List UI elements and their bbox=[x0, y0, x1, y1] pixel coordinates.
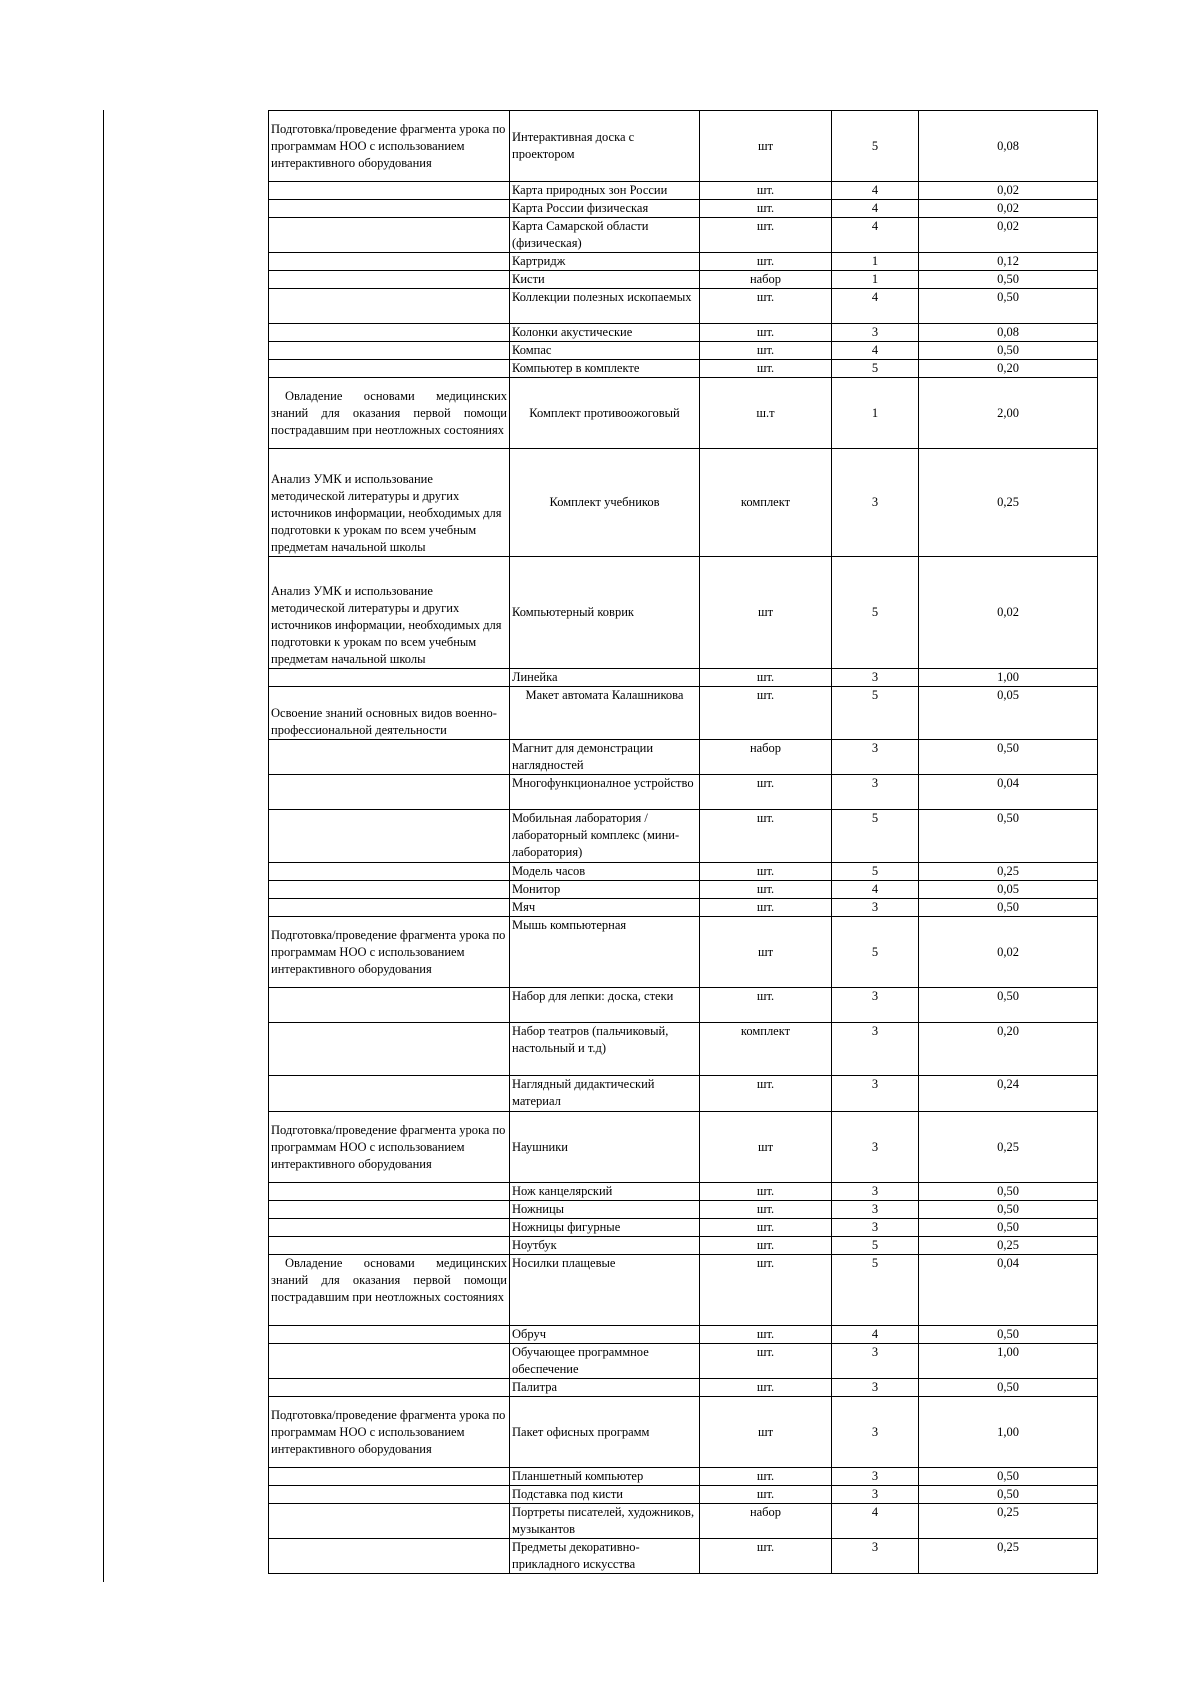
item-cell: Магнит для демонстрации наглядностей bbox=[510, 740, 700, 775]
table-row bbox=[269, 1076, 1098, 1112]
table-row bbox=[269, 863, 1098, 881]
table-row bbox=[269, 740, 1098, 775]
unit-cell: шт. bbox=[700, 289, 832, 324]
unit-cell: шт. bbox=[700, 1219, 832, 1237]
table-row bbox=[269, 899, 1098, 917]
item-cell: Предметы декоративно-прикладного искусства bbox=[510, 1539, 700, 1574]
item-cell: Комплект противоожоговый bbox=[510, 378, 700, 449]
norm-cell: 0,05 bbox=[919, 881, 1098, 899]
norm-cell: 0,50 bbox=[919, 271, 1098, 289]
quantity-cell: 5 bbox=[832, 1237, 919, 1255]
unit-cell: шт. bbox=[700, 200, 832, 218]
quantity-cell: 5 bbox=[832, 917, 919, 988]
purpose-cell: Анализ УМК и использование методической литературы и других источников информации, необходимых для подготовки к урокам по всем учебным предметам начальной школы bbox=[269, 449, 510, 557]
purpose-cell bbox=[269, 988, 510, 1023]
norm-cell: 1,00 bbox=[919, 669, 1098, 687]
unit-cell: шт. bbox=[700, 899, 832, 917]
unit-cell: шт. bbox=[700, 775, 832, 810]
norm-cell: 0,02 bbox=[919, 557, 1098, 669]
quantity-cell: 3 bbox=[832, 740, 919, 775]
unit-cell: шт. bbox=[700, 1255, 832, 1326]
item-cell: Макет автомата Калашникова bbox=[510, 687, 700, 740]
purpose-cell bbox=[269, 740, 510, 775]
item-cell: Кисти bbox=[510, 271, 700, 289]
quantity-cell: 3 bbox=[832, 988, 919, 1023]
item-cell: Наушники bbox=[510, 1112, 700, 1183]
table-row bbox=[269, 1183, 1098, 1201]
purpose-cell bbox=[269, 360, 510, 378]
quantity-cell: 4 bbox=[832, 289, 919, 324]
quantity-cell: 3 bbox=[832, 1344, 919, 1379]
purpose-cell bbox=[269, 669, 510, 687]
purpose-cell: Подготовка/проведение фрагмента урока по программам НОО с использованием интерактивного оборудования bbox=[269, 1112, 510, 1183]
purpose-cell bbox=[269, 1468, 510, 1486]
table-row bbox=[269, 687, 1098, 740]
unit-cell: шт. bbox=[700, 988, 832, 1023]
norm-cell: 0,08 bbox=[919, 324, 1098, 342]
purpose-cell bbox=[269, 1504, 510, 1539]
unit-cell: шт. bbox=[700, 1237, 832, 1255]
table-row bbox=[269, 449, 1098, 557]
purpose-cell bbox=[269, 1344, 510, 1379]
table-row bbox=[269, 360, 1098, 378]
unit-cell: шт bbox=[700, 1112, 832, 1183]
table-row bbox=[269, 1539, 1098, 1574]
purpose-cell bbox=[269, 1486, 510, 1504]
norm-cell: 0,25 bbox=[919, 1539, 1098, 1574]
item-cell: Набор для лепки: доска, стеки bbox=[510, 988, 700, 1023]
item-cell: Карта Самарской области (физическая) bbox=[510, 218, 700, 253]
item-cell: Подставка под кисти bbox=[510, 1486, 700, 1504]
norm-cell: 0,50 bbox=[919, 289, 1098, 324]
item-cell: Ножницы фигурные bbox=[510, 1219, 700, 1237]
quantity-cell: 3 bbox=[832, 669, 919, 687]
norm-cell: 0,20 bbox=[919, 360, 1098, 378]
quantity-cell: 5 bbox=[832, 1255, 919, 1326]
norm-cell: 0,12 bbox=[919, 253, 1098, 271]
item-cell: Палитра bbox=[510, 1379, 700, 1397]
unit-cell: набор bbox=[700, 271, 832, 289]
quantity-cell: 3 bbox=[832, 1183, 919, 1201]
norm-cell: 0,50 bbox=[919, 1201, 1098, 1219]
unit-cell: шт. bbox=[700, 1326, 832, 1344]
purpose-cell: Освоение знаний основных видов военно-профессиональной деятельности bbox=[269, 687, 510, 740]
item-cell: Компьютер в комплекте bbox=[510, 360, 700, 378]
unit-cell: шт. bbox=[700, 218, 832, 253]
norm-cell: 0,25 bbox=[919, 1112, 1098, 1183]
purpose-cell: Подготовка/проведение фрагмента урока по программам НОО с использованием интерактивного оборудования bbox=[269, 1397, 510, 1468]
purpose-cell bbox=[269, 218, 510, 253]
table-row bbox=[269, 324, 1098, 342]
table-row bbox=[269, 182, 1098, 200]
item-cell: Носилки плащевые bbox=[510, 1255, 700, 1326]
item-cell: Линейка bbox=[510, 669, 700, 687]
quantity-cell: 3 bbox=[832, 1539, 919, 1574]
left-margin-rule bbox=[103, 110, 104, 1582]
norm-cell: 0,04 bbox=[919, 775, 1098, 810]
purpose-cell: Овладение основами медицинских знаний для оказания первой помощи пострадавшим при неотложных состояниях bbox=[269, 378, 510, 449]
norm-cell: 0,50 bbox=[919, 810, 1098, 863]
equipment-table-body bbox=[269, 111, 1098, 1574]
table-row bbox=[269, 378, 1098, 449]
table-row bbox=[269, 557, 1098, 669]
item-cell: Нож канцелярский bbox=[510, 1183, 700, 1201]
quantity-cell: 3 bbox=[832, 1486, 919, 1504]
norm-cell: 0,25 bbox=[919, 863, 1098, 881]
quantity-cell: 5 bbox=[832, 557, 919, 669]
norm-cell: 0,02 bbox=[919, 917, 1098, 988]
unit-cell: шт. bbox=[700, 1539, 832, 1574]
quantity-cell: 5 bbox=[832, 360, 919, 378]
quantity-cell: 4 bbox=[832, 881, 919, 899]
item-cell: Мобильная лаборатория / лабораторный комплекс (мини-лаборатория) bbox=[510, 810, 700, 863]
unit-cell: шт. bbox=[700, 810, 832, 863]
norm-cell: 0,50 bbox=[919, 1219, 1098, 1237]
purpose-cell bbox=[269, 1201, 510, 1219]
unit-cell: набор bbox=[700, 1504, 832, 1539]
unit-cell: ш.т bbox=[700, 378, 832, 449]
quantity-cell: 3 bbox=[832, 1023, 919, 1076]
norm-cell: 0,25 bbox=[919, 1504, 1098, 1539]
purpose-cell bbox=[269, 1183, 510, 1201]
norm-cell: 0,02 bbox=[919, 218, 1098, 253]
norm-cell: 2,00 bbox=[919, 378, 1098, 449]
purpose-cell bbox=[269, 342, 510, 360]
purpose-cell bbox=[269, 200, 510, 218]
purpose-cell bbox=[269, 1219, 510, 1237]
table-row bbox=[269, 289, 1098, 324]
purpose-cell: Подготовка/проведение фрагмента урока по программам НОО с использованием интерактивного оборудования bbox=[269, 917, 510, 988]
purpose-cell bbox=[269, 899, 510, 917]
table-row bbox=[269, 253, 1098, 271]
norm-cell: 0,20 bbox=[919, 1023, 1098, 1076]
norm-cell: 0,50 bbox=[919, 988, 1098, 1023]
quantity-cell: 3 bbox=[832, 1379, 919, 1397]
purpose-cell bbox=[269, 271, 510, 289]
quantity-cell: 4 bbox=[832, 200, 919, 218]
unit-cell: шт. bbox=[700, 881, 832, 899]
purpose-cell bbox=[269, 1237, 510, 1255]
unit-cell: шт. bbox=[700, 182, 832, 200]
unit-cell: шт. bbox=[700, 687, 832, 740]
item-cell: Наглядный дидактический материал bbox=[510, 1076, 700, 1112]
table-row bbox=[269, 1486, 1098, 1504]
table-row bbox=[269, 881, 1098, 899]
quantity-cell: 3 bbox=[832, 1112, 919, 1183]
norm-cell: 0,25 bbox=[919, 449, 1098, 557]
quantity-cell: 1 bbox=[832, 271, 919, 289]
unit-cell: шт. bbox=[700, 1379, 832, 1397]
norm-cell: 0,50 bbox=[919, 1379, 1098, 1397]
norm-cell: 0,25 bbox=[919, 1237, 1098, 1255]
table-row bbox=[269, 218, 1098, 253]
table-row bbox=[269, 1255, 1098, 1326]
equipment-table bbox=[268, 110, 1098, 1574]
purpose-cell bbox=[269, 1379, 510, 1397]
unit-cell: набор bbox=[700, 740, 832, 775]
quantity-cell: 4 bbox=[832, 1326, 919, 1344]
purpose-cell: Анализ УМК и использование методической литературы и других источников информации, необходимых для подготовки к урокам по всем учебным предметам начальной школы bbox=[269, 557, 510, 669]
quantity-cell: 3 bbox=[832, 775, 919, 810]
unit-cell: шт. bbox=[700, 1183, 832, 1201]
quantity-cell: 3 bbox=[832, 1219, 919, 1237]
unit-cell: шт. bbox=[700, 1076, 832, 1112]
purpose-cell bbox=[269, 1023, 510, 1076]
norm-cell: 0,02 bbox=[919, 200, 1098, 218]
table-row bbox=[269, 271, 1098, 289]
unit-cell: шт. bbox=[700, 863, 832, 881]
norm-cell: 0,50 bbox=[919, 740, 1098, 775]
quantity-cell: 4 bbox=[832, 182, 919, 200]
purpose-cell bbox=[269, 1076, 510, 1112]
item-cell: Картридж bbox=[510, 253, 700, 271]
purpose-cell bbox=[269, 253, 510, 271]
norm-cell: 0,24 bbox=[919, 1076, 1098, 1112]
quantity-cell: 1 bbox=[832, 253, 919, 271]
item-cell: Портреты писателей, художников, музыкантов bbox=[510, 1504, 700, 1539]
norm-cell: 0,08 bbox=[919, 111, 1098, 182]
quantity-cell: 1 bbox=[832, 378, 919, 449]
unit-cell: шт. bbox=[700, 669, 832, 687]
item-cell: Планшетный компьютер bbox=[510, 1468, 700, 1486]
item-cell: Обучающее программное обеспечение bbox=[510, 1344, 700, 1379]
purpose-cell bbox=[269, 775, 510, 810]
purpose-cell: Подготовка/проведение фрагмента урока по программам НОО с использованием интерактивного оборудования bbox=[269, 111, 510, 182]
table-row bbox=[269, 988, 1098, 1023]
purpose-cell bbox=[269, 324, 510, 342]
item-cell: Пакет офисных программ bbox=[510, 1397, 700, 1468]
norm-cell: 0,02 bbox=[919, 182, 1098, 200]
item-cell: Монитор bbox=[510, 881, 700, 899]
quantity-cell: 4 bbox=[832, 342, 919, 360]
table-row bbox=[269, 917, 1098, 988]
table-row bbox=[269, 1379, 1098, 1397]
unit-cell: шт. bbox=[700, 1344, 832, 1379]
unit-cell: шт. bbox=[700, 360, 832, 378]
table-row bbox=[269, 1344, 1098, 1379]
table-row bbox=[269, 200, 1098, 218]
item-cell: Модель часов bbox=[510, 863, 700, 881]
purpose-cell bbox=[269, 881, 510, 899]
purpose-cell bbox=[269, 1539, 510, 1574]
quantity-cell: 3 bbox=[832, 449, 919, 557]
unit-cell: шт bbox=[700, 557, 832, 669]
norm-cell: 0,50 bbox=[919, 1486, 1098, 1504]
item-cell: Компьютерный коврик bbox=[510, 557, 700, 669]
quantity-cell: 3 bbox=[832, 1397, 919, 1468]
table-row bbox=[269, 342, 1098, 360]
norm-cell: 1,00 bbox=[919, 1344, 1098, 1379]
quantity-cell: 3 bbox=[832, 899, 919, 917]
quantity-cell: 3 bbox=[832, 1076, 919, 1112]
table-row bbox=[269, 775, 1098, 810]
item-cell: Обруч bbox=[510, 1326, 700, 1344]
purpose-cell bbox=[269, 863, 510, 881]
quantity-cell: 5 bbox=[832, 810, 919, 863]
unit-cell: шт bbox=[700, 111, 832, 182]
table-row bbox=[269, 1468, 1098, 1486]
purpose-cell bbox=[269, 810, 510, 863]
table-row bbox=[269, 810, 1098, 863]
item-cell: Компас bbox=[510, 342, 700, 360]
quantity-cell: 5 bbox=[832, 111, 919, 182]
table-row bbox=[269, 1112, 1098, 1183]
table-row bbox=[269, 1201, 1098, 1219]
quantity-cell: 4 bbox=[832, 218, 919, 253]
item-cell: Ножницы bbox=[510, 1201, 700, 1219]
unit-cell: шт bbox=[700, 1397, 832, 1468]
purpose-cell bbox=[269, 289, 510, 324]
unit-cell: шт. bbox=[700, 324, 832, 342]
table-row bbox=[269, 1023, 1098, 1076]
norm-cell: 0,50 bbox=[919, 1183, 1098, 1201]
item-cell: Карта природных зон России bbox=[510, 182, 700, 200]
purpose-cell: Овладение основами медицинских знаний для оказания первой помощи пострадавшим при неотложных состояниях bbox=[269, 1255, 510, 1326]
quantity-cell: 5 bbox=[832, 863, 919, 881]
item-cell: Интерактивная доска с проектором bbox=[510, 111, 700, 182]
purpose-cell bbox=[269, 182, 510, 200]
item-cell: Комплект учебников bbox=[510, 449, 700, 557]
table-row bbox=[269, 1237, 1098, 1255]
unit-cell: шт. bbox=[700, 1486, 832, 1504]
norm-cell: 0,50 bbox=[919, 342, 1098, 360]
unit-cell: шт. bbox=[700, 1201, 832, 1219]
item-cell: Колонки акустические bbox=[510, 324, 700, 342]
quantity-cell: 5 bbox=[832, 687, 919, 740]
norm-cell: 0,50 bbox=[919, 1468, 1098, 1486]
item-cell: Мяч bbox=[510, 899, 700, 917]
purpose-cell bbox=[269, 1326, 510, 1344]
item-cell: Ноутбук bbox=[510, 1237, 700, 1255]
table-row bbox=[269, 1397, 1098, 1468]
norm-cell: 0,04 bbox=[919, 1255, 1098, 1326]
table-row bbox=[269, 111, 1098, 182]
unit-cell: шт bbox=[700, 917, 832, 988]
item-cell: Карта России физическая bbox=[510, 200, 700, 218]
norm-cell: 1,00 bbox=[919, 1397, 1098, 1468]
unit-cell: шт. bbox=[700, 342, 832, 360]
item-cell: Коллекции полезных ископаемых bbox=[510, 289, 700, 324]
quantity-cell: 4 bbox=[832, 1504, 919, 1539]
unit-cell: комплект bbox=[700, 1023, 832, 1076]
item-cell: Набор театров (пальчиковый, настольный и т.д) bbox=[510, 1023, 700, 1076]
unit-cell: комплект bbox=[700, 449, 832, 557]
unit-cell: шт. bbox=[700, 1468, 832, 1486]
norm-cell: 0,50 bbox=[919, 899, 1098, 917]
norm-cell: 0,05 bbox=[919, 687, 1098, 740]
item-cell: Многофункционалное устройство bbox=[510, 775, 700, 810]
item-cell: Мышь компьютерная bbox=[510, 917, 700, 988]
quantity-cell: 3 bbox=[832, 1468, 919, 1486]
quantity-cell: 3 bbox=[832, 324, 919, 342]
table-row bbox=[269, 1219, 1098, 1237]
norm-cell: 0,50 bbox=[919, 1326, 1098, 1344]
unit-cell: шт. bbox=[700, 253, 832, 271]
table-row bbox=[269, 1326, 1098, 1344]
quantity-cell: 3 bbox=[832, 1201, 919, 1219]
table-row bbox=[269, 669, 1098, 687]
table-row bbox=[269, 1504, 1098, 1539]
